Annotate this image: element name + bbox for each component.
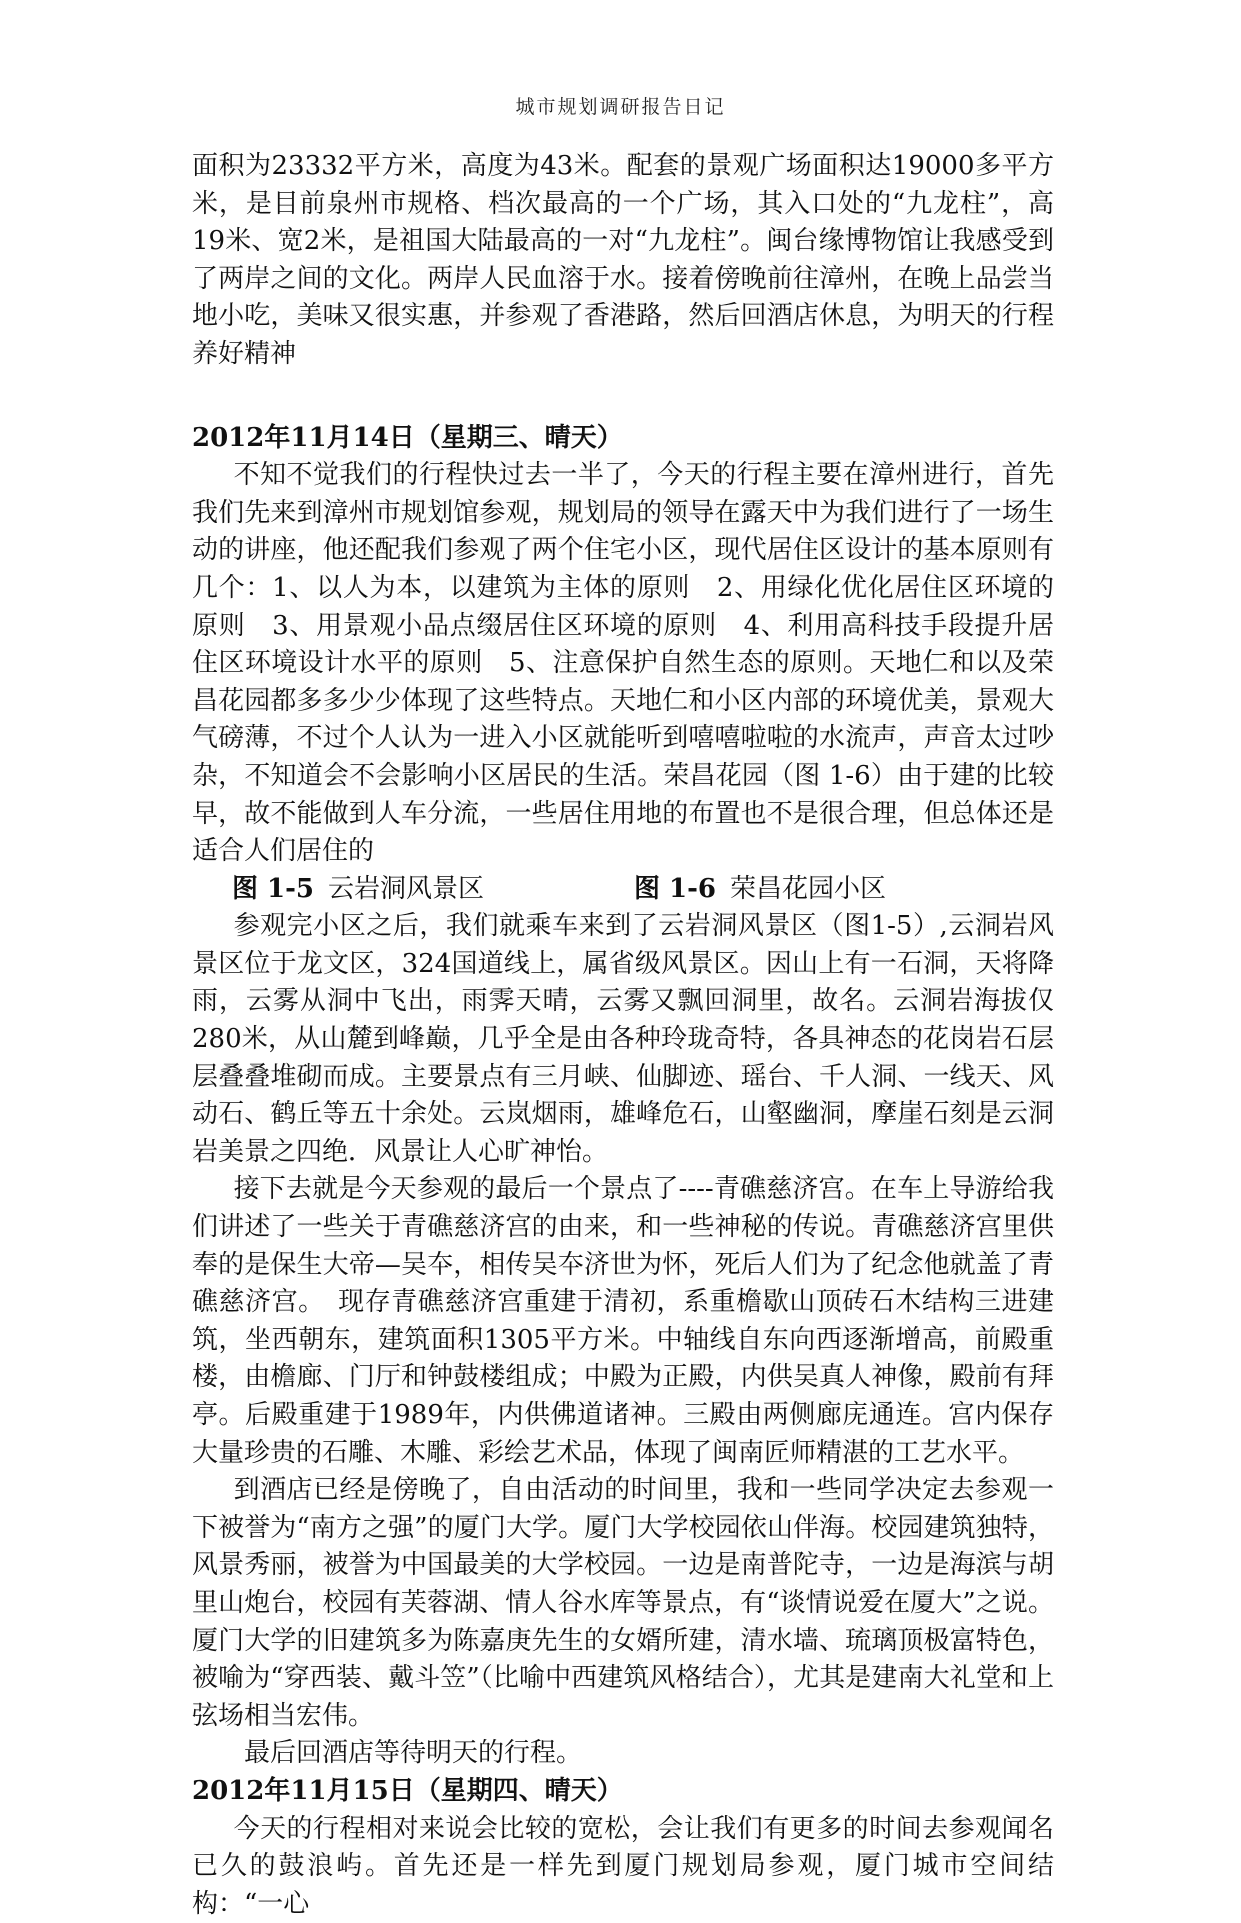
intro-paragraph: 面积为23332平方米，高度为43米。配套的景观广场面积达19000多平方米，是目前泉州市规格、档次最高的一个广场，其入口处的“九龙柱”，高19米、宽2米，是祖国大陆最高的一对“九龙柱”。闽台缘博物馆让我感受到了两岸之间的文化。两岸人民血溶于水。接着傍晚前往漳州，在晚上品尝当地小吃，美味又很实惠，并参观了香港路，然后回酒店休息，为明天的行程养好精神 bbox=[192, 151, 1054, 369]
figure-title: 荣昌花园小区 bbox=[730, 873, 887, 904]
section-date-heading: 2012年11月15日（星期四、晴天） bbox=[192, 1775, 623, 1806]
figure-caption bbox=[634, 871, 886, 909]
paragraph: 不知不觉我们的行程快过去一半了，今天的行程主要在漳州进行，首先我们先来到漳州市规划馆参观，规划局的领导在露天中为我们进行了一场生动的讲座，他还配我们参观了两个住宅小区，现代居住区设计的基本原则有几个：1、以人为本，以建筑为主体的原则 2、用绿化优化居住区环境的原则 3、用景观小品点缀居住区环境的原则 4、利用高科技手段提升居住区环境设计水平的原则 5、注意保护自然生态的原则。天地仁和以及荣昌花园都多多少少体现了这些特点。天地仁和小区内部的环境优美，景观大气磅薄，不过个人认为一进入小区就能听到嘻嘻啦啦的水流声，声音太过吵杂，不知道会不会影响小区居民的生活。荣昌花园（图 1-6）由于建的比较早，故不能做到人车分流，一些居住用地的布置也不是很合理，但总体还是适合人们居住的 bbox=[192, 460, 1054, 867]
paragraph: 接下去就是今天参观的最后一个景点了----青礁慈济宫。在车上导游给我们讲述了一些关于青礁慈济宫的由来，和一些神秘的传说。青礁慈济宫里供奉的是保生大帝—吴夲，相传吴夲济世为怀，死后人们为了纪念他就盖了青礁慈济宫。 现存青礁慈济宫重建于清初，系重檐歇山顶砖石木结构三进建筑，坐西朝东，建筑面积1305平方米。中轴线自东向西逐渐增高，前殿重楼，由檐廊、门厅和钟鼓楼组成；中殿为正殿，内供吴真人神像，殿前有拜亭。后殿重建于1989年，内供佛道诸神。三殿由两侧廊庑通连。宫内保存大量珍贵的石雕、木雕、彩绘艺术品，体现了闽南匠师精湛的工艺水平。 bbox=[192, 1174, 1054, 1468]
section-date-heading: 2012年11月14日（星期三、晴天） bbox=[192, 422, 623, 453]
page-header: 城市规划调研报告日记 bbox=[515, 96, 726, 118]
paragraph: 参观完小区之后，我们就乘车来到了云岩洞风景区（图1-5）,云洞岩风景区位于龙文区，324国道线上，属省级风景区。因山上有一石洞，天将降雨，云雾从洞中飞出，雨霁天晴，云雾又飘回洞里，故名。云洞岩海拔仅280米，从山麓到峰巅，几乎全是由各种玲珑奇特，各具神态的花岗岩石层层叠叠堆砌而成。主要景点有三月峡、仙脚迹、瑶台、千人洞、一线天、风动石、鹤丘等五十余处。云岚烟雨，雄峰危石，山壑幽洞，摩崖石刻是云洞岩美景之四绝．风景让人心旷神怡。 bbox=[192, 911, 1054, 1167]
paragraph: 到酒店已经是傍晚了，自由活动的时间里，我和一些同学决定去参观一下被誉为“南方之强”的厦门大学。厦门大学校园依山伴海。校园建筑独特，风景秀丽，被誉为中国最美的大学校园。一边是南普陀寺，一边是海滨与胡里山炮台，校园有芙蓉湖、情人谷水库等景点，有“谈情说爱在厦大”之说。厦门大学的旧建筑多为陈嘉庚先生的女婿所建，清水墙、琉璃顶极富特色，被喻为“穿西装、戴斗笠”（比喻中西建筑风格结合），尤其是建南大礼堂和上弦场相当宏伟。 bbox=[192, 1475, 1054, 1731]
figure-captions bbox=[192, 871, 1054, 909]
figure-title: 云岩洞风景区 bbox=[328, 873, 485, 904]
figure-caption bbox=[232, 871, 634, 909]
paragraph: 今天的行程相对来说会比较的宽松，会让我们有更多的时间去参观闻名已久的鼓浪屿。首先还是一样先到厦门规划局参观，厦门城市空间结构：“一心 bbox=[192, 1813, 1054, 1919]
figure-number: 图 1-6 bbox=[634, 873, 717, 904]
paragraph: 最后回酒店等待明天的行程。 bbox=[244, 1738, 583, 1769]
figure-number: 图 1-5 bbox=[232, 873, 315, 904]
document-body bbox=[192, 148, 1054, 1923]
section-gap bbox=[192, 374, 1054, 420]
